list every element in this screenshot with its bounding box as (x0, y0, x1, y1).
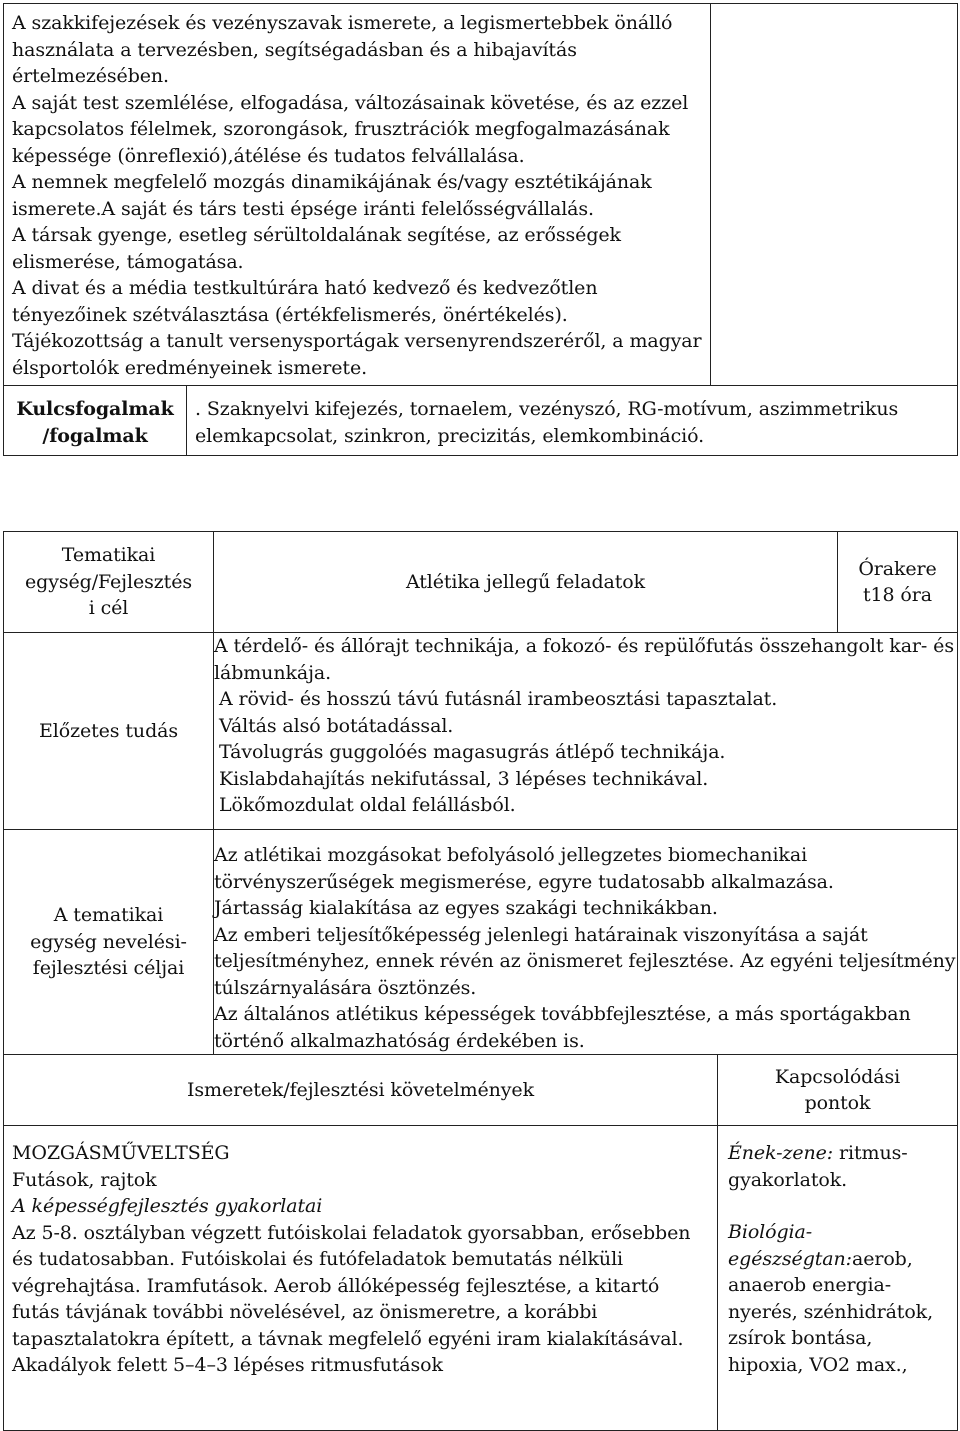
goals-text (214, 830, 958, 1055)
competency-paragraph: A társak gyenge, esetleg sérültoldalának segítése, az erősségek elismerése, támogatása. (12, 224, 621, 273)
subsection-title: Futások, rajtok (12, 1168, 157, 1191)
prior-item: Lökőmozdulat oldal felállásból. (219, 794, 516, 816)
hours-label: Órakere t18 óra (838, 532, 958, 633)
unit-table (3, 531, 958, 1055)
requirements-table (3, 1054, 958, 1431)
empty-cell (711, 4, 958, 386)
links-text (718, 1126, 958, 1431)
competency-paragraph: Tájékozottság a tanult versenysportágak versenyrendszeréről, a magyar élsportolók eredményeinek ismerete. (12, 330, 702, 379)
competency-paragraph: A saját test szemlélése, elfogadása, változásainak követése, és az ezzel kapcsolatos félelmek, szorongások, frusztrációk megfogalmazásának képessége (önreflexió),átélése és tudatos felvállalása. (12, 91, 689, 167)
competencies-cell (4, 4, 711, 386)
requirements-text (4, 1126, 718, 1431)
competency-paragraph: A divat és a média testkultúrára ható kedvező és kedvezőtlen tényezőinek szétválasztása (értékfelismerés, önértékelés). (12, 277, 598, 326)
key-concepts-text: . Szaknyelvi kifejezés, tornaelem, vezényszó, RG-motívum, aszimmetrikus elemkapcsolat, szinkron, precizitás, elemkombináció. (187, 386, 958, 456)
goal-item: Az emberi teljesítőképesség jelenlegi határainak viszonyítása a saját teljesítményhez, ennek révén az önismeret fejlesztése. Az egyéni teljesítmény túlszárnyalására ösztönzés. (214, 923, 956, 999)
link-music: Ének-zene: ritmus-gyakorlatok. (728, 1142, 908, 1191)
links-header: Kapcsolódási pontok (718, 1055, 958, 1126)
requirements-body: Az 5-8. osztályban végzett futóiskolai feladatok gyorsabban, erősebben és tudatosabban. Futóiskolai és futófeladatok bemutatás nélküli végrehajtása. Iramfutások. Aerob állóképesség fejlesztése, a kitartó futás távjának további növelésével, az önismeretre, a korábbi tapasztalatokra épített, a távnak megfelelő egyéni iram kialakításával. Akadályok felett 5–4–3 lépéses ritmusfutások (12, 1221, 691, 1376)
prior-item: A rövid- és hosszú távú futásnál irambeosztási tapasztalat. (219, 688, 778, 710)
link-biology: Biológia-egészségtan:aerob, anaerob energia-nyerés, szénhidrátok, zsírok bontása, hipoxia, VO2 max., (728, 1221, 934, 1376)
prior-item: Váltás alsó botátadással. (219, 714, 454, 737)
competency-paragraph: A nemnek megfelelő mozgás dinamikájának és/vagy esztétikájának ismerete.A saját és társ testi épsége iránti felelősségvállalás. (12, 171, 652, 220)
section-title: MOZGÁSMŰVELTSÉG (12, 1142, 230, 1164)
goals-label: A tematikai egység nevelési- fejlesztési céljai (4, 830, 214, 1055)
goal-item: Az atlétikai mozgásokat befolyásoló jellegzetes biomechanikai törvényszerűségek megismerése, egyre tudatosabb alkalmazása. (214, 844, 834, 893)
unit-title: Atlétika jellegű feladatok (214, 532, 838, 633)
key-concepts-label: Kulcsfogalmak /fogalmak (4, 386, 187, 456)
prior-knowledge-label: Előzetes tudás (4, 633, 214, 830)
subsection-italic: A képességfejlesztés gyakorlatai (12, 1195, 323, 1217)
unit-label: Tematikai egység/Fejlesztés i cél (4, 532, 214, 633)
prior-knowledge-text: A térdelő- és állórajt technikája, a fokozó- és repülőfutás összehangolt kar- és lábmunkája. A rövid- és hosszú távú futásnál irambeosztási tapasztalat. Váltás alsó botátadással. Távolugrás guggolóés magasugrás átlépő technikája. Kislabdahajítás nekifutással, 3 lépéses technikával. Lökőmozdulat oldal felállásból. (214, 633, 958, 830)
goal-item: Az általános atlétikus képességek továbbfejlesztése, a más sportágakban történő alkalmazhatóság érdekében is. (214, 1003, 911, 1052)
requirements-header: Ismeretek/fejlesztési követelmények (4, 1055, 718, 1126)
prior-item: Távolugrás guggolóés magasugrás átlépő technikája. (219, 741, 726, 763)
competencies-table (3, 3, 958, 456)
competency-paragraph: A szakkifejezések és vezényszavak ismerete, a legismertebbek önálló használata a tervezésben, segítségadásban és a hibajavítás értelmezésében. (12, 12, 673, 87)
goal-item: Jártasság kialakítása az egyes szakági technikákban. (214, 897, 718, 919)
prior-item: Kislabdahajítás nekifutással, 3 lépéses technikával. (219, 767, 709, 790)
